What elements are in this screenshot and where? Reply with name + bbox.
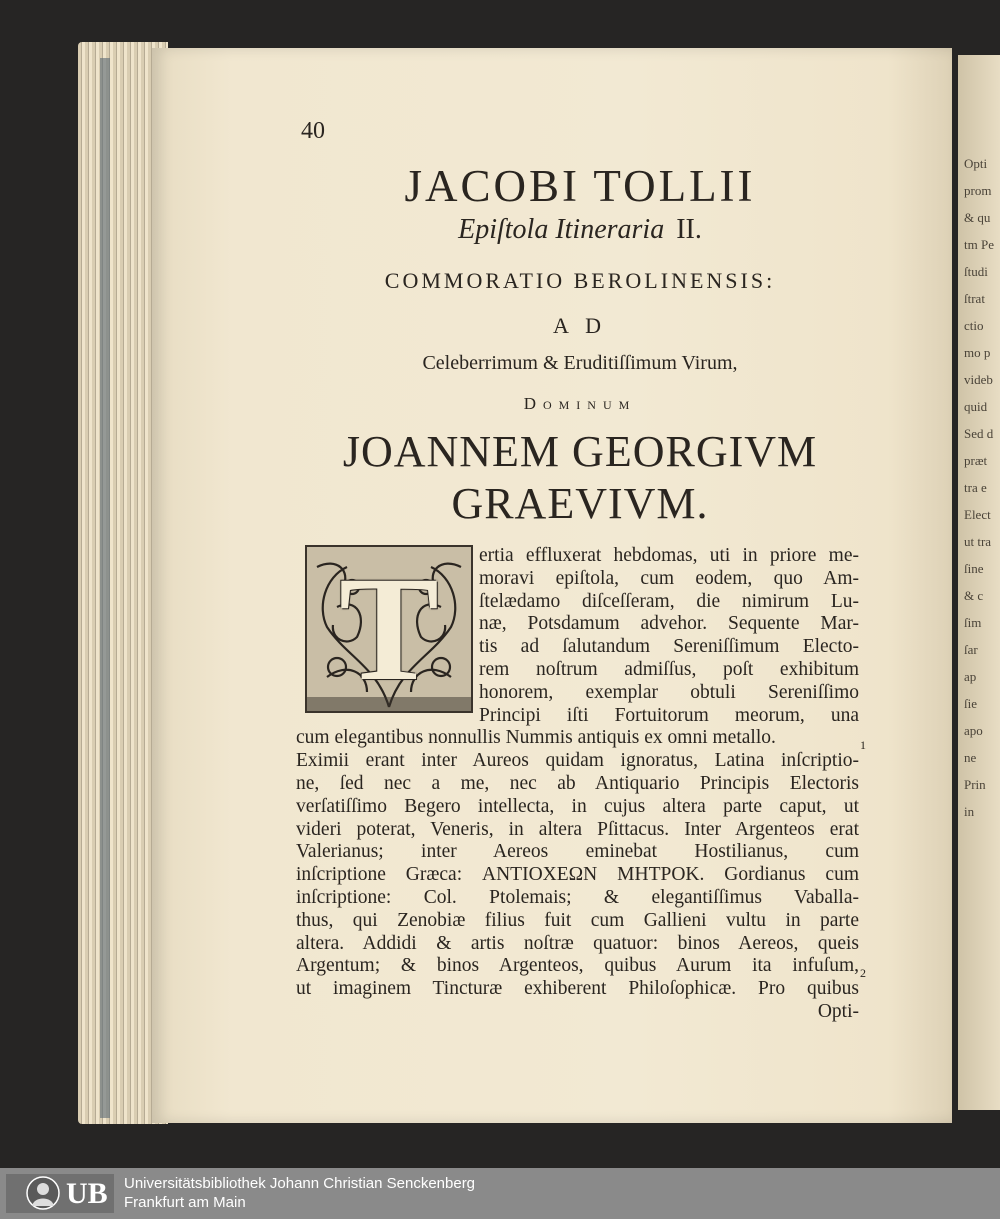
facing-page-fragment: apo xyxy=(964,723,983,738)
body-line: tis ad ſalutandum Sereniſſimum Electo- xyxy=(479,636,859,658)
facing-page-fragment: tm Pe xyxy=(964,237,994,252)
facing-page-fragment: Opti xyxy=(964,156,988,171)
body-line: verſatiſſimo Begero intellecta, in cujus altera parte caput, ut xyxy=(296,795,859,817)
body-line: inſcriptione: Col. Ptolemais; & elegantiſſimus Vaballa- xyxy=(296,886,859,908)
facing-page-fragment: ſtudi xyxy=(964,264,988,279)
body-line: Eximii erant inter Aureos quidam ignoratus, Latina inſcriptio- xyxy=(296,750,859,772)
subtitle xyxy=(300,214,860,246)
book-edge-stain xyxy=(100,58,110,1118)
body-line: altera. Addidi & artis noſtræ quatuor: binos Aereos, queis xyxy=(296,932,859,954)
facing-page-fragment: Elect xyxy=(964,507,991,522)
margin-note-2: 2 xyxy=(860,966,866,980)
page-number: 40 xyxy=(301,118,325,144)
facing-page-fragment: Prin xyxy=(964,777,986,792)
name-line-1: JOANNEM GEORGIVM xyxy=(342,427,818,476)
facing-page-fragment: & qu xyxy=(964,210,991,225)
facing-page-fragment: ctio xyxy=(964,318,984,333)
dedication-line: Celeberrimum & Eruditiſſimum Virum, xyxy=(422,352,738,374)
facing-page-fragment: ſtrat xyxy=(964,291,985,306)
dominum-line: Dominum xyxy=(523,394,637,413)
facing-page-fragment: ſar xyxy=(964,642,978,657)
body-line: videri poterat, Veneris, in altera Pſittacus. Inter Argenteos erat xyxy=(296,818,859,840)
body-line: thus, qui Zenobiæ filius fuit cum Gallieni vultu in parte xyxy=(296,909,859,931)
facing-page-fragment: ut tra xyxy=(964,534,992,549)
body-line: Principi iſti Fortuitorum meorum, una xyxy=(479,704,859,726)
name-line-2: GRAEVIVM. xyxy=(451,479,709,528)
subtitle-italic: Epiſtola Itineraria xyxy=(458,214,665,245)
facing-page-fragment: prom xyxy=(964,183,992,198)
facing-page-fragment: præt xyxy=(964,453,988,468)
ub-logo xyxy=(6,1174,114,1213)
facing-page-fragment: mo p xyxy=(964,345,991,360)
facing-page-fragment: ſie xyxy=(964,696,977,711)
ub-logo-text: UB xyxy=(66,1177,108,1210)
footer-line-1: Universitätsbibliothek Johann Christian Senckenberg xyxy=(124,1175,476,1192)
body-line: ut imaginem Tincturæ exhiberent Philoſophicæ. Pro quibus xyxy=(296,978,859,1000)
heading: COMMORATIO BEROLINENSIS: xyxy=(384,268,776,293)
facing-page-fragment: videb xyxy=(964,372,993,387)
initial-letter: T xyxy=(338,546,440,712)
body-line: ertia effluxerat hebdomas, uti in priore me- xyxy=(479,545,859,566)
portrait-icon xyxy=(26,1176,61,1211)
facing-page-fragment: ſine xyxy=(964,561,984,576)
body-text xyxy=(296,545,859,1024)
facing-page-fragment: ne xyxy=(964,750,977,765)
body-line: cum elegantibus nonnullis Nummis antiquis ex omni metallo. xyxy=(296,727,776,749)
facing-page-fragment: tra e xyxy=(964,480,987,495)
body-line: Valerianus; inter Aereos eminebat Hostilianus, cum xyxy=(296,841,859,863)
body-line: moravi epiſtola, cum eodem, quo Am- xyxy=(479,567,859,589)
body-line: inſcriptione Græca: ΑΝΤΙΟΧΕΩΝ ΜΗΤΡΟΚ. Gordianus cum xyxy=(296,864,859,886)
footer-line-2: Frankfurt am Main xyxy=(124,1194,246,1211)
body-line: Argentum; & binos Argenteos, quibus Aurum ita infuſum, xyxy=(296,955,859,977)
body-line: næ, Potsdamum advehor. Sequente Mar- xyxy=(479,613,859,635)
body-line: Opti- xyxy=(817,1000,859,1022)
facing-page-fragment: Sed d xyxy=(964,426,994,441)
library-footer xyxy=(0,1168,1000,1219)
facing-page-fragment: ſim xyxy=(964,615,982,630)
subtitle-numeral: II. xyxy=(676,214,702,245)
body-line: ne, ſed nec a me, nec ab Antiquario Principis Electoris xyxy=(296,772,859,794)
facing-page-fragment: in xyxy=(964,804,975,819)
body-line: rem noſtrum admiſſus, poſt exhibitum xyxy=(479,658,859,680)
page-title: JACOBI TOLLII xyxy=(404,161,756,211)
facing-page-fragment: quid xyxy=(964,399,988,414)
facing-page-fragment: ap xyxy=(964,669,977,684)
facing-page-fragment: & c xyxy=(964,588,984,603)
body-line: honorem, exemplar obtuli Sereniſſimo xyxy=(479,681,859,703)
facing-page-text xyxy=(964,150,998,825)
body-line: ſtelædamo diſceſſeram, die nimirum Lu- xyxy=(479,590,859,612)
ad-line: A D xyxy=(552,313,608,338)
margin-note-1: 1 xyxy=(860,738,866,752)
